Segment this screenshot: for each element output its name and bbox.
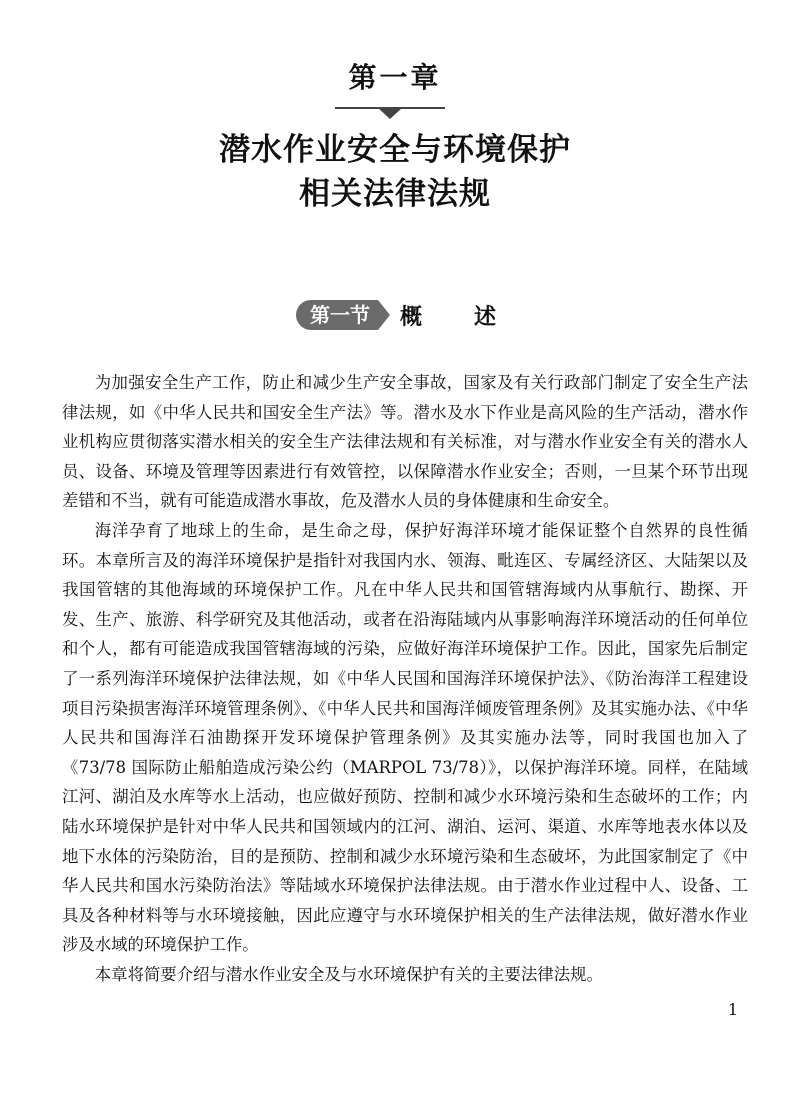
section-tag: 第一节 — [296, 300, 378, 330]
page-number: 1 — [727, 1000, 738, 1019]
body-text — [62, 368, 748, 989]
chapter-header — [0, 58, 790, 98]
section-header — [296, 298, 548, 332]
chapter-title — [0, 128, 790, 216]
section-title: 概述 — [400, 304, 549, 330]
chapter-title-line-2: 相关法律法规 — [299, 176, 491, 212]
chapter-arrow-icon — [378, 108, 402, 119]
paragraph-1: 为加强安全生产工作，防止和减少生产安全事故，国家及有关行政部门制定了安全生产法律法规，如《中华人民共和国安全生产法》等。潜水及水下作业是高风险的生产活动，潜水作业机构应贯彻落实潜水相关的安全生产法律法规和有关标准，对与潜水作业安全有关的潜水人员、设备、环境及管理等因素进行有效管控，以保障潜水作业安全；否则，一旦某个环节出现差错和不当，就有可能造成潜水事故，危及潜水人员的身体健康和生命安全。 — [62, 373, 748, 511]
chapter-label: 第一章 — [348, 61, 442, 94]
section-tag-arrow-icon — [378, 300, 390, 330]
paragraph-2: 海洋孕育了地球上的生命，是生命之母，保护好海洋环境才能保证整个自然界的良性循环。本章所言及的海洋环境保护是指针对我国内水、领海、毗连区、专属经济区、大陆架以及我国管辖的其他海域的环境保护工作。凡在中华人民共和国管辖海域内从事航行、勘探、开发、生产、旅游、科学研究及其他活动，或者在沿海陆域内从事影响海洋环境活动的任何单位和个人，都有可能造成我国管辖海域的污染，应做好海洋环境保护工作。因此，国家先后制定了一系列海洋环境保护法律法规，如《中华人民国和国海洋环境保护法》、《防治海洋工程建设项目污染损害海洋环境管理条例》、《中华人民共和国海洋倾废管理条例》及其实施办法、《中华人民共和国海洋石油勘探开发环境保护管理条例》及其实施办法等，同时我国也加入了《73/78 国际防止船舶造成污染公约（MARPOL 73/78）》，以保护海洋环境。同样，在陆域江河、湖泊及水库等水上活动，也应做好预防、控制和减少水环境污染和生态破坏的工作；内陆水环境保护是针对中华人民共和国领域内的江河、湖泊、运河、渠道、水库等地表水体以及地下水体的污染防治，目的是预防、控制和减少水环境污染和生态破坏，为此国家制定了《中华人民共和国水污染防治法》等陆域水环境保护法律法规。由于潜水作业过程中人、设备、工具及各种材料等与水环境接触，因此应遵守与水环境保护相关的生产法律法规，做好潜水作业涉及水域的环境保护工作。 — [62, 520, 748, 955]
paragraph-3: 本章将简要介绍与潜水作业安全及与水环境保护有关的主要法律法规。 — [94, 964, 603, 984]
chapter-title-line-1: 潜水作业安全与环境保护 — [219, 132, 571, 168]
